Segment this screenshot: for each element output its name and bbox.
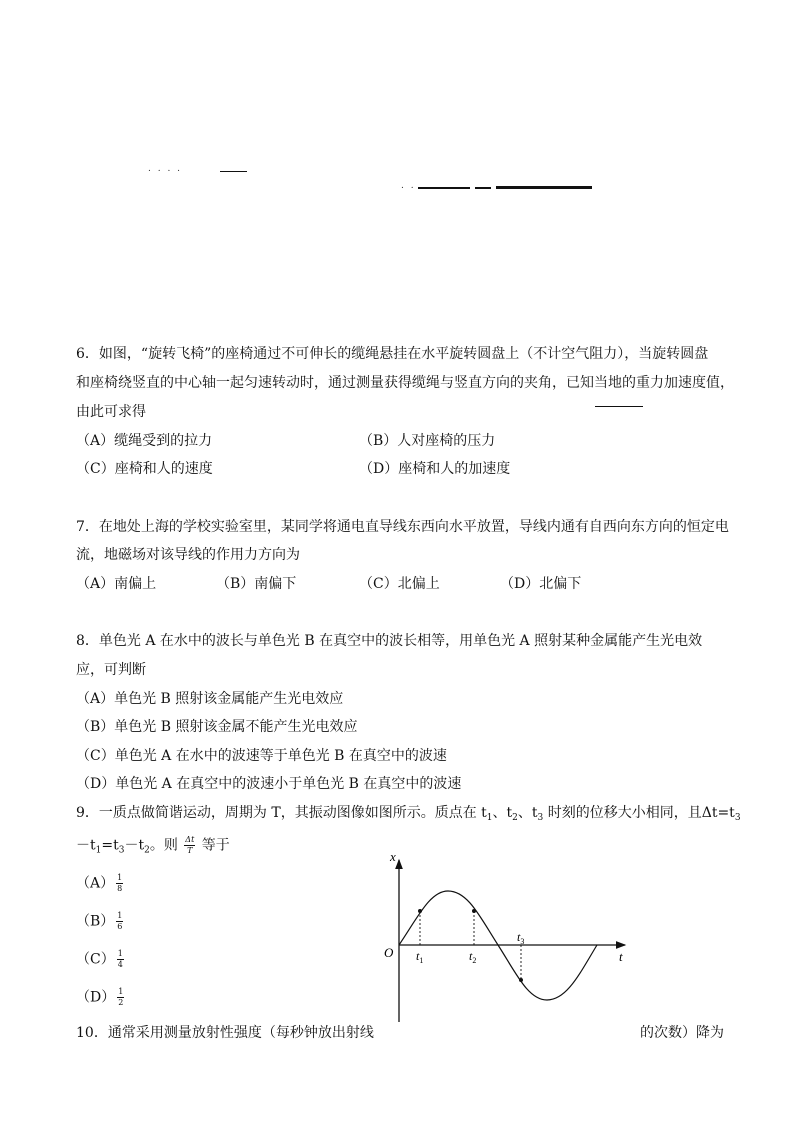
t3-label xyxy=(517,930,524,946)
q7-option-b: （B）南偏下 xyxy=(216,576,297,592)
top-dots-left: . . . . xyxy=(148,164,183,174)
q6-option-b: （B）人对座椅的压力 xyxy=(359,433,496,449)
option-fraction xyxy=(116,874,123,893)
q8-option-a: （A）单色光 B 照射该金属能产生光电效应 xyxy=(76,691,344,707)
q9-text: 时刻的位移大小相同，且Δt=t xyxy=(543,805,735,821)
q8-option-d: （D）单色光 A 在真空中的波速小于单色光 B 在真空中的波速 xyxy=(76,776,462,792)
q9-line-2 xyxy=(76,836,230,856)
option-label: （C） xyxy=(76,951,115,968)
q9-ratio-fraction xyxy=(184,836,195,855)
fraction-denominator: 2 xyxy=(118,998,124,1007)
t2-point xyxy=(472,909,476,913)
q7-option-c: （C）北偏上 xyxy=(359,576,440,592)
q8-line-1: 8．单色光 A 在水中的波长与单色光 B 在真空中的波长相等，用单色光 A 照射某种金属能产生光电效 xyxy=(76,633,703,649)
fraction-denominator: 6 xyxy=(117,922,123,931)
q9-text: 、t xyxy=(517,805,538,821)
q9-text: 9．一质点做简谐运动，周期为 T，其振动图像如图所示。质点在 t xyxy=(76,805,487,821)
option-label: （B） xyxy=(76,913,115,930)
fraction-numerator: 1 xyxy=(117,949,123,958)
q9-text: －t xyxy=(124,837,145,854)
t2-label-sub: 2 xyxy=(472,956,477,965)
q9-text: 等于 xyxy=(201,837,230,854)
q9-sub: 1 xyxy=(95,845,102,856)
q8-option-b: （B）单色光 B 照射该金属不能产生光电效应 xyxy=(76,719,358,735)
q9-text: =t xyxy=(101,837,119,854)
q9-sub: 2 xyxy=(144,845,150,856)
q7-option-a: （A）南偏上 xyxy=(76,576,157,592)
q10-text-right: 的次数）降为 xyxy=(640,1025,724,1041)
q7-line-1: 7．在地处上海的学校实验室里，某同学将通电直导线东西向水平放置，导线内通有自西向东方向的恒定电 xyxy=(76,519,729,535)
q9-sub: 3 xyxy=(118,845,125,856)
fraction-numerator: Δt xyxy=(185,835,195,844)
t-axis-label: t xyxy=(619,949,623,964)
top-rule-small xyxy=(475,187,491,189)
t2-label xyxy=(469,949,476,965)
option-label: （D） xyxy=(76,989,116,1006)
q9-line-1 xyxy=(76,806,741,823)
fraction-denominator: T xyxy=(187,846,193,855)
q9-sub: 1 xyxy=(486,813,493,823)
q8-line-2: 应，可判断 xyxy=(76,662,146,678)
option-label: （A） xyxy=(76,875,115,892)
x-axis-label: x xyxy=(390,849,396,864)
q9-text: －t xyxy=(76,837,96,854)
fraction-denominator: 4 xyxy=(117,960,123,969)
q9-sub: 2 xyxy=(512,813,518,823)
q9-vibration-graph xyxy=(380,845,640,1025)
q9-text: 、t xyxy=(492,805,513,821)
option-fraction xyxy=(117,950,124,969)
q6-option-a: （A）缆绳受到的拉力 xyxy=(76,433,213,449)
fraction-numerator: 1 xyxy=(117,911,123,920)
q7-line-2: 流，地磁场对该导线的作用力方向为 xyxy=(76,547,300,563)
q6-line-3: 由此可求得 xyxy=(76,404,146,420)
q9-option-b xyxy=(76,912,125,931)
origin-label: O xyxy=(384,945,394,960)
top-dots-right: . . xyxy=(401,181,416,191)
q9-sub: 3 xyxy=(537,813,544,823)
top-rule-short xyxy=(220,171,247,172)
option-fraction xyxy=(116,912,123,931)
fraction-numerator: 1 xyxy=(117,873,123,882)
q6-line-2: 和座椅绕竖直的中心轴一起匀速转动时，通过测量获得缆绳与竖直方向的夹角，已知当地的重力加速度值， xyxy=(76,375,734,391)
t3-label-text: t xyxy=(517,930,521,944)
t2-label-text: t xyxy=(469,949,473,963)
q6-line-1: 6．如图，“旋转飞椅”的座椅通过不可伸长的缆绳悬挂在水平旋转圆盘上（不计空气阻力），当旋转圆盘 xyxy=(76,346,709,362)
q6-answer-blank xyxy=(595,406,643,407)
q9-sub: 3 xyxy=(734,813,741,823)
top-rule-long xyxy=(496,186,592,189)
t1-label xyxy=(416,949,423,965)
q9-text: 。则 xyxy=(149,837,178,854)
q7-option-d: （D）北偏下 xyxy=(500,576,582,592)
option-fraction xyxy=(117,988,124,1007)
fraction-numerator: 1 xyxy=(118,987,124,996)
q9-option-c xyxy=(76,950,126,969)
q6-option-c: （C）座椅和人的速度 xyxy=(76,461,213,477)
t1-point xyxy=(418,909,422,913)
t3-label-sub: 3 xyxy=(520,937,525,946)
q9-option-a xyxy=(76,874,125,893)
q8-option-c: （C）单色光 A 在水中的波速等于单色光 B 在真空中的波速 xyxy=(76,748,447,764)
t1-label-text: t xyxy=(416,949,420,963)
q6-option-d: （D）座椅和人的加速度 xyxy=(359,461,511,477)
fraction-denominator: 8 xyxy=(117,884,123,893)
top-rule-mid xyxy=(418,187,470,189)
t1-label-sub: 1 xyxy=(419,956,424,965)
t3-point xyxy=(519,978,523,982)
q10-text-left: 10．通常采用测量放射性强度（每秒钟放出射线 xyxy=(76,1025,374,1041)
q9-option-d xyxy=(76,988,126,1007)
